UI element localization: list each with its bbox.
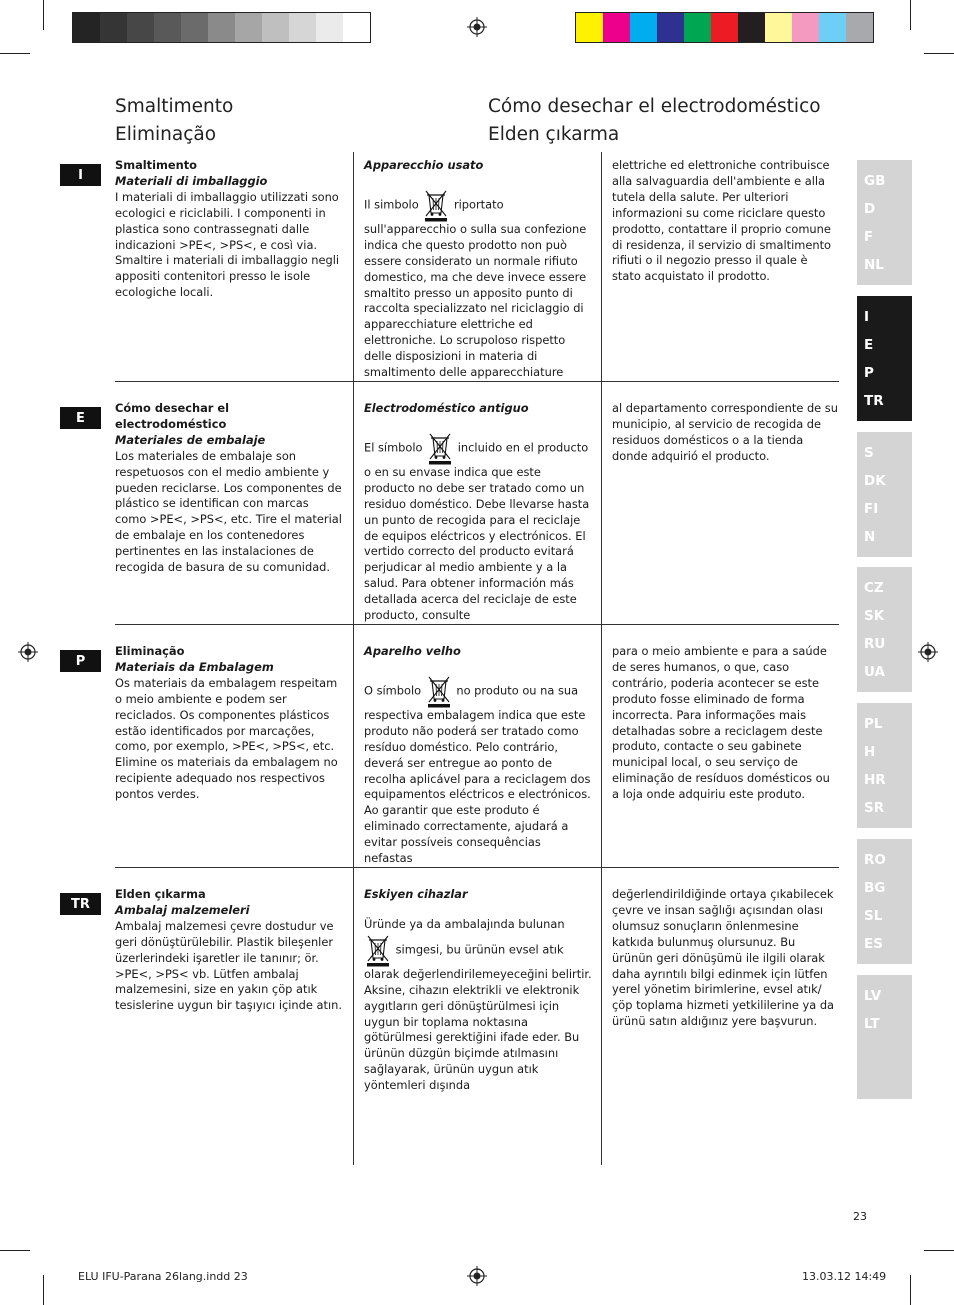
language-tag: E [60,407,101,429]
color-swatch [765,13,792,42]
continuation-column [612,401,838,465]
color-swatch [846,13,873,42]
language-code: D [864,201,876,217]
language-code: SK [864,608,885,624]
column-divider [353,881,354,1165]
old-appliance-column [364,887,592,1094]
language-code: RO [864,852,886,868]
language-group [857,839,912,964]
color-swatch [792,13,819,42]
color-swatch [262,13,289,42]
column-divider [353,152,354,395]
footer-file: ELU IFU-Parana 26lang.indd 23 [78,1270,248,1283]
continuation-column [612,887,838,1030]
language-code: GB [864,173,886,189]
packaging-column [115,401,343,576]
symbol-intro: Üründe ya da ambalajında bulunan [364,916,565,931]
header-title-pt: Eliminação [115,124,217,145]
weee-bin-icon [425,674,453,708]
old-appliance-column [364,644,592,867]
color-swatch [235,13,262,42]
color-swatch [127,13,154,42]
language-code: H [864,744,876,760]
section-divider [115,867,839,868]
color-swatch [630,13,657,42]
language-code: BG [864,880,886,896]
appliance-text [364,674,592,867]
registration-mark-icon [918,642,938,662]
symbol-intro: El símbolo [364,440,423,455]
appliance-title: Eskiyen cihazlar [364,887,468,901]
language-group [857,703,912,828]
color-swatch [73,13,100,42]
color-swatch [576,13,603,42]
continuation-text: değerlendirildiğinde ortaya çıkabilecek çevre ve insan sağlığı açısından olası olumsuz sonuçların önlenmesine katkıda bulunmuş olursunuz. Bu ürünün geri dönüşümü ile ilgili olarak daha ayrıntılı bilgi edinmek için lütfen yerel yönetim birimlerine, evsel atık/çöp toplama hizmeti yetkililerine ya da ürünü satın aldığınız yere başvurun. [612,887,835,1029]
appliance-title: Apparecchio usato [364,158,484,172]
color-swatch [208,13,235,42]
section-subtitle: Materiales de embalaje [115,432,266,447]
continuation-text: elettriche ed elettroniche contribuisce alla salvaguardia dell'ambiente e alla tutela della salute. Per ulteriori informazioni su come riciclare questo prodotto, contattare il proprio comune di residenza, il servizio di smaltimento rifiuti o il negozio presso il quale è stato acquistato il prodotto. [612,158,832,284]
appliance-text [364,188,592,381]
color-swatch [684,13,711,42]
language-code: SR [864,800,885,816]
appliance-title: Electrodoméstico antiguo [364,401,529,415]
crop-mark [924,53,954,54]
language-tag: I [60,164,101,186]
section-divider [115,381,839,382]
registration-mark-icon [18,642,38,662]
crop-mark [910,1275,911,1305]
language-code: P [864,365,874,381]
registration-mark-icon [467,1266,487,1286]
color-swatch [289,13,316,42]
section-subtitle: Materiali di imballaggio [115,173,268,188]
continuation-column [612,158,838,285]
color-swatch [603,13,630,42]
language-group [857,160,912,285]
packaging-column [115,158,343,301]
language-group [857,975,912,1099]
packaging-text: Ambalaj malzemesi çevre dostudur ve geri dönüştürülebilir. Plastik bileşenler üzerlerindeki işaretler ile tanınır; ör. >PE<, >PS< vb. Lütfen ambalaj malzemesini, size en yakın çöp atık tesislerine uygun bir taşıyıcı içinde atın. [115,918,342,1013]
crop-mark [924,1250,954,1251]
appliance-title: Aparelho velho [364,644,461,658]
crop-mark [43,0,44,30]
symbol-text: simgesi, bu ürünün evsel atık olarak değerlendirilemeyeceğini belirtir. Aksine, cihazın elektrikli ve elektronik aygıtların geri dönüştürülmesi için uygun bir toplama noktasına götürülmesi gerektiğini ifade eder. Bu ürünün düzgün biçimde atılmasını sağlayarak, ürünün uygun atık yöntemleri dışında [364,942,592,1093]
language-group [857,432,912,557]
color-swatch [181,13,208,42]
color-swatch [738,13,765,42]
language-code: RU [864,636,886,652]
process-color-bar [575,12,874,43]
footer-date: 13.03.12 14:49 [802,1270,887,1283]
old-appliance-column [364,158,592,381]
language-code: HR [864,772,886,788]
appliance-text [364,431,592,624]
column-divider [601,395,602,638]
page-number: 23 [853,1210,867,1223]
crop-mark [910,0,911,30]
symbol-text: no produto ou na sua respectiva embalagem indica que este produto não poderá ser tratado como resíduo doméstico. Pelo contrário, deverá ser entregue ao ponto de recolha aplicável para a reciclagem dos equipamentos eléctricos e electrónicos. Ao garantir que este produto é eliminado correctamente, ajudará a evitar possíveis consequências nefastas [364,683,591,866]
language-group [857,567,912,692]
language-code: TR [864,393,884,409]
header-title-es: Cómo desechar el electrodoméstico [488,96,821,117]
section-title: Smaltimento [115,158,197,172]
color-swatch [154,13,181,42]
packaging-column [115,887,343,1014]
packaging-column [115,644,343,803]
language-group [857,296,912,421]
color-swatch [100,13,127,42]
column-divider [353,638,354,881]
language-code: DK [864,473,886,489]
packaging-text: Los materiales de embalaje son respetuosos con el medio ambiente y pueden reciclarse. Los componentes de plástico se identifican con marcas como >PE<, >PS<, etc. Tire el material de embalaje en los contenedores pertinentes en las instalaciones de recogida de basura de su comunidad. [115,448,342,575]
crop-mark [43,1275,44,1305]
language-code: NL [864,257,884,273]
language-code: I [864,309,870,325]
column-divider [601,152,602,395]
grayscale-color-bar [72,12,371,43]
section-title: Elden çıkarma [115,887,206,901]
weee-bin-icon [364,933,392,967]
language-code: F [864,229,874,245]
crop-mark [0,1250,30,1251]
language-code: FI [864,501,879,517]
language-code: ES [864,936,883,952]
weee-bin-icon [422,188,450,222]
language-code: E [864,337,874,353]
color-swatch [657,13,684,42]
language-code: SL [864,908,883,924]
section-subtitle: Materiais da Embalagem [115,659,274,674]
language-code: UA [864,664,885,680]
symbol-text: riportato sull'apparecchio o sulla sua confezione indica che questo prodotto non può essere considerato un normale rifiuto domestico, ma che deve invece essere smaltito presso un apposito punto di raccolta specializzato nel riciclaggio di apparecchiature elettriche ed elettroniche. Lo scrupoloso rispetto delle disposizioni in materia di smaltimento delle apparecchiature [364,197,587,380]
language-code: LV [864,988,882,1004]
weee-bin-icon [426,431,454,465]
symbol-intro: O símbolo [364,683,422,698]
section-subtitle: Ambalaj malzemeleri [115,902,250,917]
color-swatch [343,13,370,42]
section-divider [115,624,839,625]
appliance-text [364,917,592,1094]
continuation-text: al departamento correspondiente de su municipio, al servicio de recogida de residuos domésticos o a la tienda donde adquirió el producto. [612,401,838,463]
continuation-column [612,644,838,803]
symbol-text: incluido en el producto o en su envase indica que este producto no debe ser tratado como un residuo doméstico. Debe llevarse hasta un punto de recogida para el reciclaje de equipos eléctricos y electrónicos. El vertido correcto del producto evitará perjudicar al medio ambiente y a la salud. Para obtener información más detallada acerca del reciclaje de este producto, consulte [364,440,590,623]
color-swatch [316,13,343,42]
registration-mark-icon [467,17,487,37]
packaging-text: I materiali di imballaggio utilizzati sono ecologici e riciclabili. I componenti in plastica sono contrassegnati dalle indicazioni >PE<, >PS<, e così via. Smaltire i materiali di imballaggio negli appositi contenitori presso le isole ecologiche locali. [115,189,340,300]
column-divider [601,881,602,1165]
language-code: CZ [864,580,884,596]
language-tag: P [60,650,101,672]
section-title: Eliminação [115,644,185,658]
header-title-tr: Elden çıkarma [488,124,620,145]
crop-mark [0,53,30,54]
language-tag: TR [60,893,101,915]
header-title-it: Smaltimento [115,96,234,117]
language-code: S [864,445,874,461]
symbol-intro: Il simbolo [364,197,419,212]
continuation-text: para o meio ambiente e para a saúde de seres humanos, o que, caso contrário, poderia acontecer se este produto fosse eliminado de forma incorrecta. Para informações mais detalhadas sobre a reciclagem deste produto, contacte o seu gabinete municipal local, o seu serviço de eliminação de resíduos domésticos ou a loja onde adquiriu este produto. [612,644,830,802]
color-swatch [819,13,846,42]
old-appliance-column [364,401,592,624]
column-divider [601,638,602,881]
section-title: Cómo desechar el electrodoméstico [115,401,229,431]
language-code: PL [864,716,883,732]
language-code: LT [864,1016,880,1032]
packaging-text: Os materiais da embalagem respeitam o meio ambiente e podem ser reciclados. Os componentes plásticos estão identificados por marcações, como, por exemplo, >PE<, >PS<, etc. Elimine os materiais da embalagem no recipiente adequado nos respectivos pontos verdes. [115,675,338,802]
column-divider [353,395,354,638]
color-swatch [711,13,738,42]
language-code: N [864,529,876,545]
